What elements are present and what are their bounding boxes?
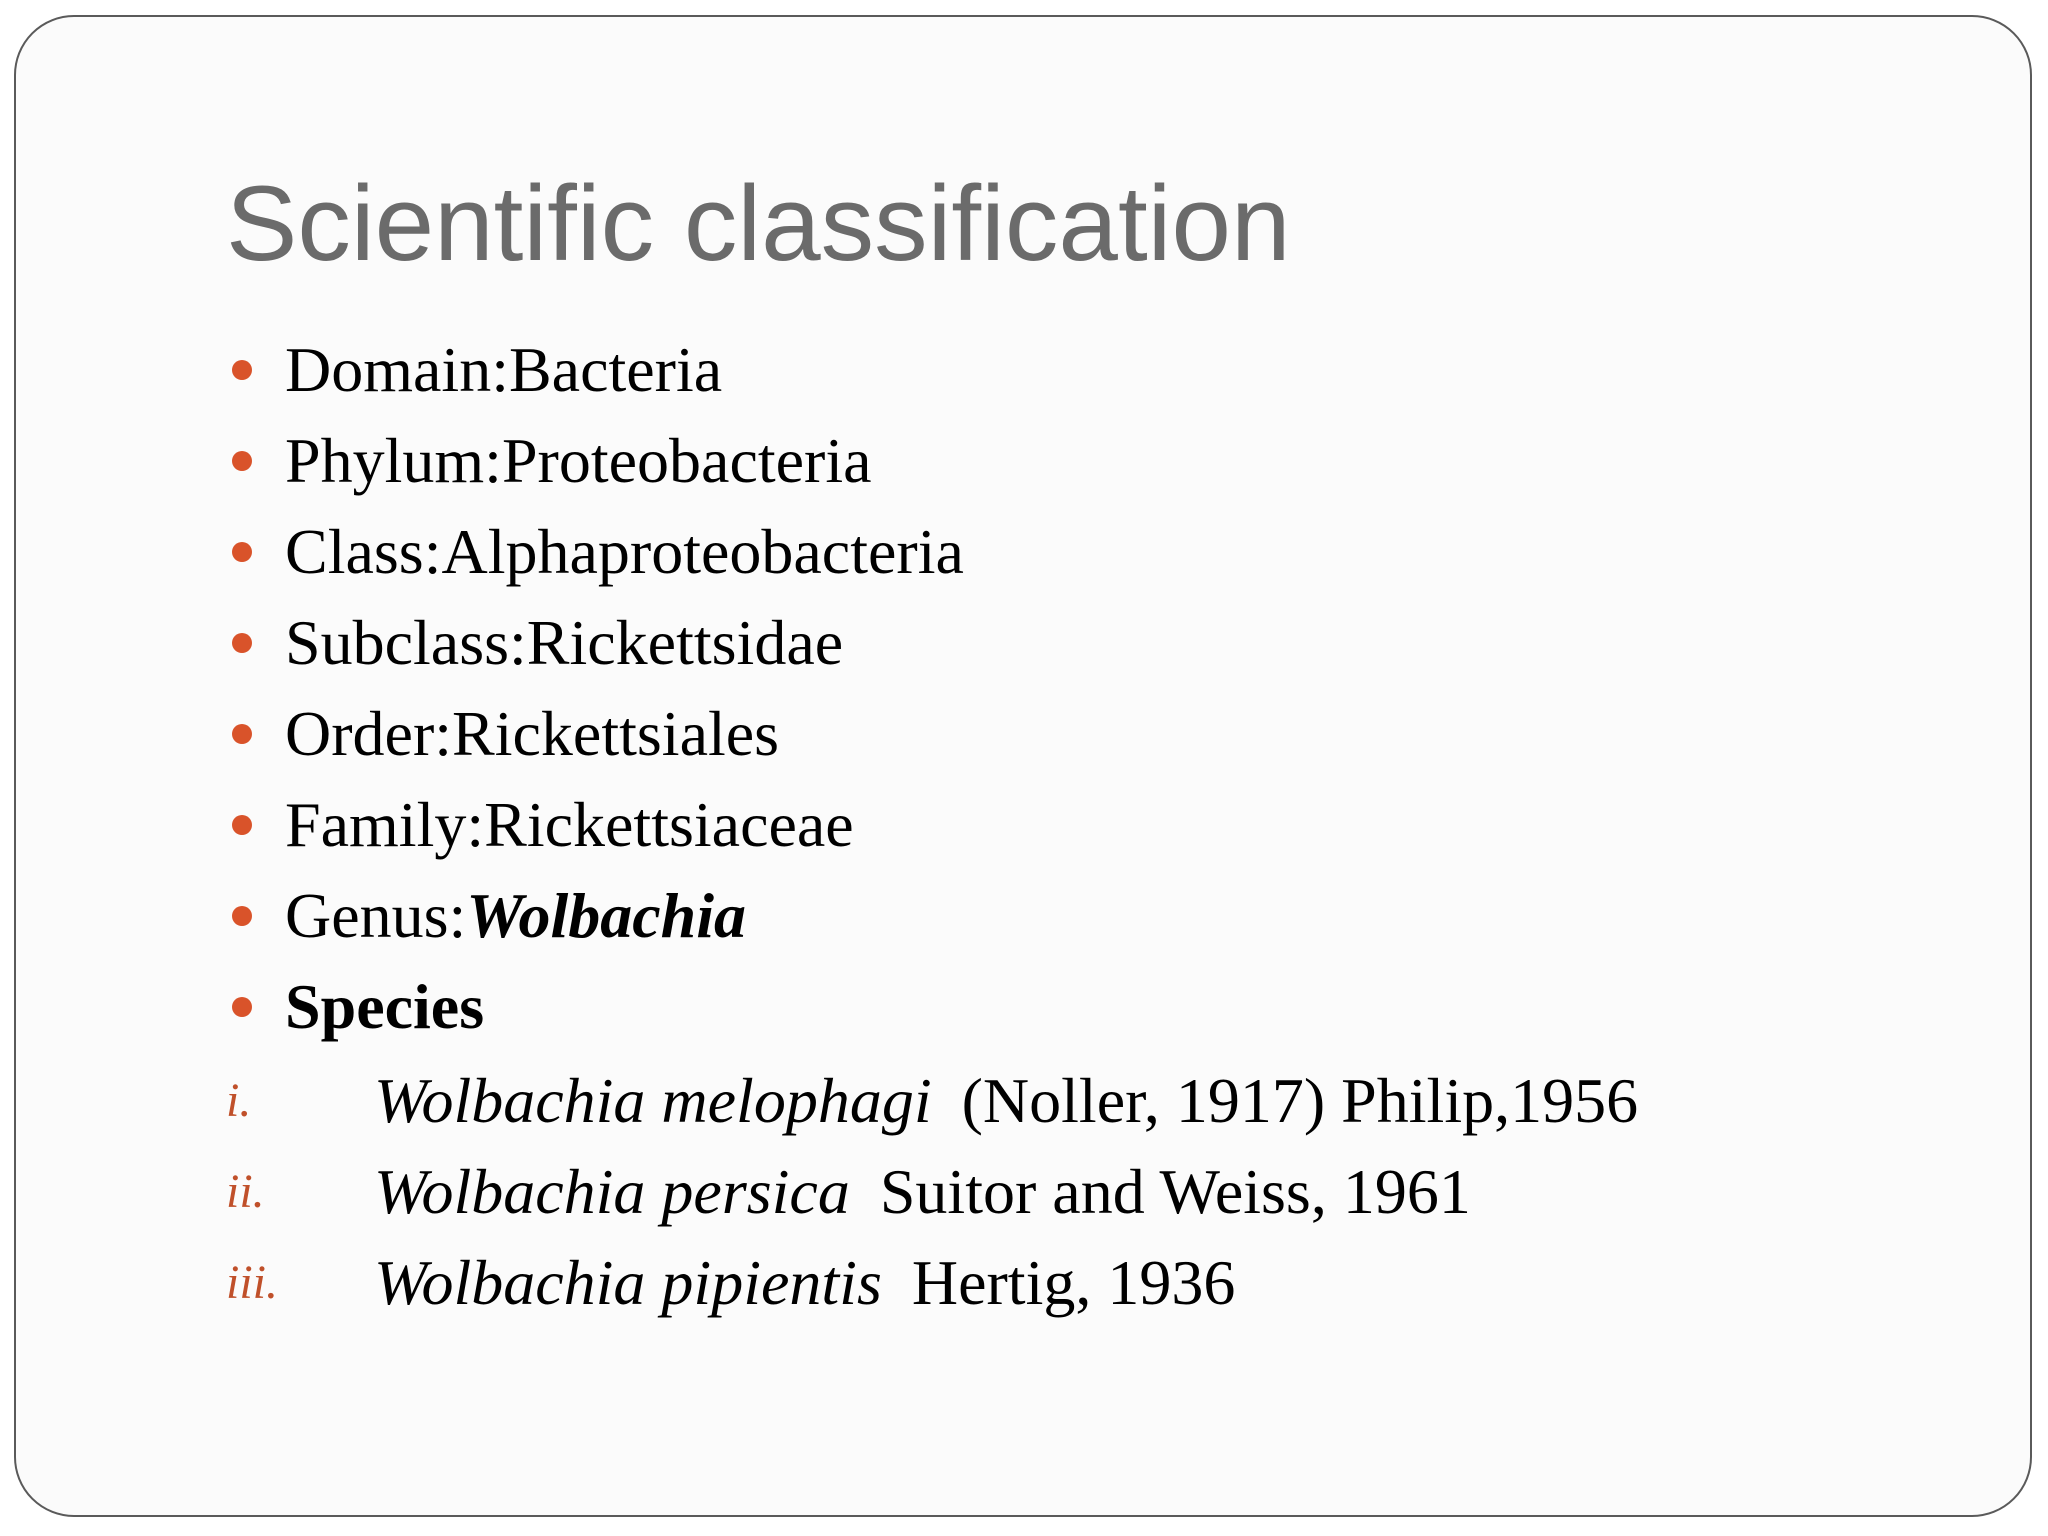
list-numeral: iii. bbox=[226, 1256, 279, 1309]
bullet-label: Domain: bbox=[285, 333, 509, 405]
species-item bbox=[226, 1146, 1638, 1237]
species-authority: Hertig, 1936 bbox=[911, 1246, 1236, 1318]
species-list bbox=[226, 1055, 1638, 1328]
classification-list bbox=[226, 324, 964, 1052]
bullet-family bbox=[226, 779, 964, 870]
bullet-value: Rickettsiaceae bbox=[484, 788, 854, 860]
bullet-label: Subclass: bbox=[285, 606, 527, 678]
bullet-label: Phylum: bbox=[285, 424, 502, 496]
bullet-class bbox=[226, 506, 964, 597]
slide-title: Scientific classification bbox=[226, 163, 1291, 283]
bullet-label: Family: bbox=[285, 788, 485, 860]
bullet-genus bbox=[226, 870, 964, 961]
species-name: Wolbachia persica bbox=[374, 1155, 850, 1227]
bullet-dot-icon bbox=[232, 997, 252, 1017]
bullet-dot-icon bbox=[232, 815, 252, 835]
bullet-label: Genus: bbox=[285, 879, 467, 951]
species-authority: Suitor and Weiss, 1961 bbox=[879, 1155, 1471, 1227]
bullet-label: Class: bbox=[285, 515, 442, 587]
bullet-dot-icon bbox=[232, 724, 252, 744]
list-numeral: i. bbox=[226, 1074, 252, 1127]
bullet-dot-icon bbox=[232, 360, 252, 380]
bullet-order bbox=[226, 688, 964, 779]
species-name: Wolbachia melophagi bbox=[374, 1064, 932, 1136]
species-item bbox=[226, 1055, 1638, 1146]
species-authority: (Noller, 1917) Philip,1956 bbox=[961, 1064, 1639, 1136]
bullet-species bbox=[226, 961, 964, 1052]
bullet-value: Alphaproteobacteria bbox=[441, 515, 964, 587]
bullet-dot-icon bbox=[232, 906, 252, 926]
bullet-label: Species bbox=[285, 970, 485, 1042]
list-numeral: ii. bbox=[226, 1165, 265, 1218]
bullet-dot-icon bbox=[232, 542, 252, 562]
bullet-subclass bbox=[226, 597, 964, 688]
bullet-value: Wolbachia bbox=[466, 879, 747, 951]
bullet-value: Rickettsiales bbox=[452, 697, 780, 769]
bullet-value: Rickettsidae bbox=[526, 606, 844, 678]
species-item bbox=[226, 1237, 1638, 1328]
species-name: Wolbachia pipientis bbox=[374, 1246, 882, 1318]
bullet-value: Proteobacteria bbox=[501, 424, 872, 496]
bullet-dot-icon bbox=[232, 633, 252, 653]
bullet-domain bbox=[226, 324, 964, 415]
bullet-dot-icon bbox=[232, 451, 252, 471]
bullet-phylum bbox=[226, 415, 964, 506]
bullet-value: Bacteria bbox=[508, 333, 723, 405]
bullet-label: Order: bbox=[285, 697, 453, 769]
